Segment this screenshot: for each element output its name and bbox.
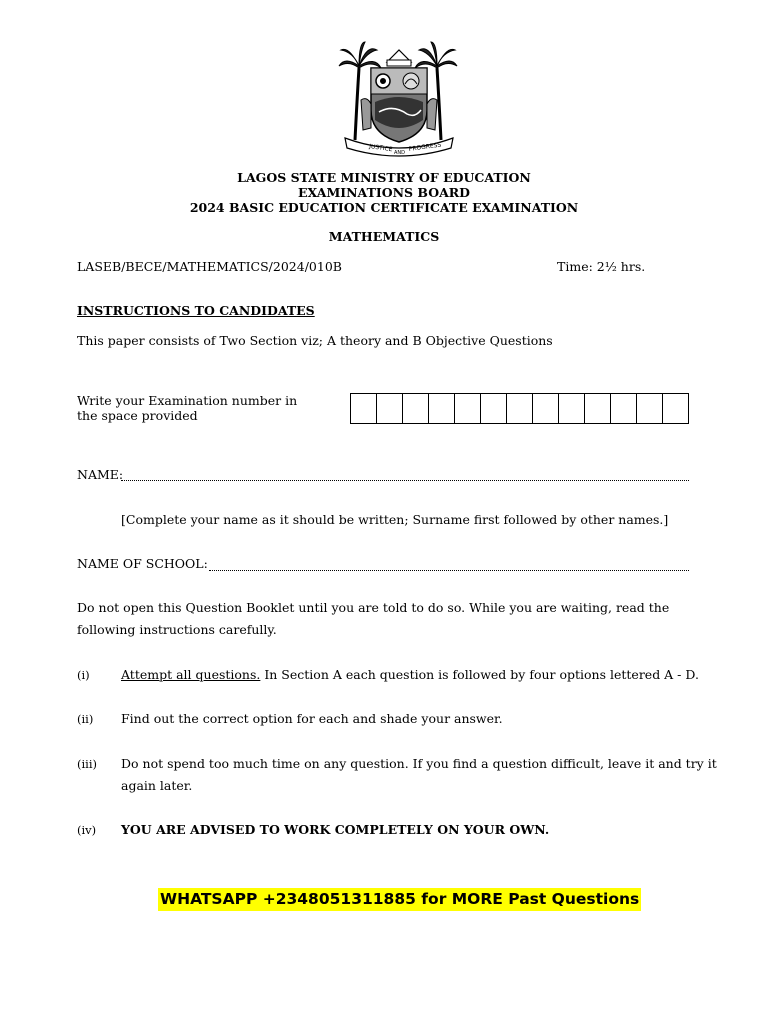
item-number: (i) [77,668,90,682]
exam-number-box[interactable] [559,394,585,423]
intro-text: This paper consists of Two Section viz; A theory and B Objective Questions [77,333,553,348]
subject-title: MATHEMATICS [328,229,440,244]
instruction-item: YOU ARE ADVISED TO WORK COMPLETELY ON YOUR OWN. [121,822,550,837]
name-note: [Complete your name as it should be written; Surname first followed by other names.] [121,512,669,527]
instruction-item: Do not spend too much time on any question. If you find a question difficult, leave it and try it again later. [121,756,717,793]
item-number: (iv) [77,823,97,837]
header-exam: 2024 BASIC EDUCATION CERTIFICATE EXAMINATION [189,200,579,215]
exam-number-box[interactable] [611,394,637,423]
exam-number-box[interactable] [585,394,611,423]
item-number: (ii) [77,712,94,726]
svg-text:PROGRESS: PROGRESS [408,141,442,153]
exam-number-box[interactable] [351,394,377,423]
exam-number-label-line2: the space provided [77,408,198,423]
name-label: NAME: [77,467,124,482]
exam-number-box[interactable] [377,394,403,423]
exam-number-box[interactable] [507,394,533,423]
exam-number-box[interactable] [429,394,455,423]
paper-code: LASEB/BECE/MATHEMATICS/2024/010B [77,259,342,274]
exam-number-box[interactable] [637,394,663,423]
exam-time: Time: 2½ hrs. [557,259,646,274]
header-ministry: LAGOS STATE MINISTRY OF EDUCATION [237,170,531,185]
instruction-item: Find out the correct option for each and shade your answer. [121,711,503,726]
exam-number-label-line1: Write your Examination number in [77,393,298,408]
exam-number-box[interactable] [481,394,507,423]
warning-text: Do not open this Question Booklet until you are told to do so. While you are waiting, read the following instructions carefully. [77,600,670,637]
school-field-line[interactable] [209,570,689,571]
exam-number-box[interactable] [533,394,559,423]
header-board: EXAMINATIONS BOARD [297,185,471,200]
exam-number-box[interactable] [455,394,481,423]
instruction-emphasis: Attempt all questions. [121,667,261,682]
instruction-item [121,664,721,686]
svg-text:AND: AND [394,150,406,156]
whatsapp-promo-banner: WHATSAPP +2348051311885 for MORE Past Questions [158,888,641,911]
school-label: NAME OF SCHOOL: [77,556,208,571]
exam-number-grid[interactable] [350,393,689,424]
coat-of-arms-icon [337,40,461,160]
svg-text:JUSTICE: JUSTICE [368,143,393,154]
instruction-text: In Section A each question is followed by four options lettered A - D. [260,667,699,682]
item-number: (iii) [77,757,98,771]
exam-number-box[interactable] [403,394,429,423]
name-field-line[interactable] [121,480,689,481]
exam-number-box[interactable] [663,394,688,423]
instructions-heading: INSTRUCTIONS TO CANDIDATES [77,303,315,318]
